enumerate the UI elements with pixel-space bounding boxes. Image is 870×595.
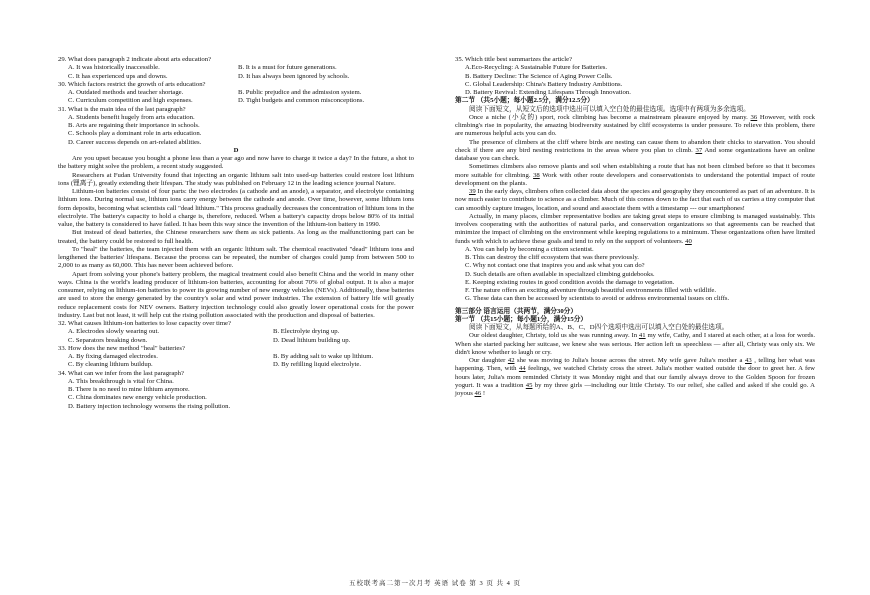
left-column [58, 56, 414, 411]
passage-paragraph: Sometimes climbers also remove plants and soil when establishing a route that has not been climbed before so that it becomes more suitable for climbing. 38 Work with other route developers and conservationists to understand the potential impact of route development on the plants. [455, 163, 815, 187]
blank-44: 44 [518, 365, 526, 373]
option-b: B. By adding salt to wake up lithium. [273, 353, 374, 360]
option-f: F. The nature offers an exciting adventure through beautiful environments filled with wildlife. [465, 287, 717, 294]
blank-37: 37 [695, 146, 703, 154]
question-30-options [68, 89, 414, 97]
blank-39: 39 [469, 188, 476, 195]
option-c: C. Why not contact one that inspires you and ask what you can do? [465, 262, 645, 270]
passage-paragraph: Apart from solving your phone's battery problem, the magical treatment could also benefit China and the world in many other ways. China is the world's leading producer of lithium-ion batteries, accounting for about 70% of global output. It is also a major consumer, relying on lithium-ion batteries to power its growing number of new energy vehicles (NEVs). Additionally, these batteries are used to store the energy generated by the country's solar and wind power industries. The extension of battery life will greatly reduce replacement costs for NEV owners. Battery injection technology could also greatly lower operational costs for the power industry. Last but not least, it will help cut the rising pollution associated with the production and disposal of batteries. [58, 270, 414, 319]
passage-paragraph: Our daughter 42 she was moving to Julia's house across the street. My wife gave Julia's mother a 43 , telling her what was happening. Then, with 44 feelings, we watched Christy cross the street. Julia's mother waited outside the door to greet her. A few hours later, Julia's mom reminded Christy it was Monday night and that our family always drove to the Golden Spoon for frozen yogurt. It was a tradition 45 by my three girls —including our little Christy. To our relief, she called and asked if she could go. A joyous 46 ! [455, 357, 815, 397]
blank-38: 38 [533, 171, 540, 179]
passage-paragraph: To "heal" the batteries, the team injected them with an organic lithium salt. The chemical reactivated "dead" lithium ions and lengthened the batteries' lifespans. Because the process can be repeated, the number of charges could jump from between 500 to 2,000 to as many as 60,000. This has never been achieved before. [58, 245, 414, 270]
option-d: D. It has always been ignored by schools. [238, 72, 350, 80]
option-a: A. You can help by becoming a citizen scientist. [465, 245, 594, 253]
page-footer: 五校联考高二第一次月考 英语 试卷 第 3 页 共 4 页 [349, 580, 521, 587]
option-d: D. Battery injection technology worsens the rising pollution. [68, 402, 231, 410]
passage-paragraph: Actually, in many places, climber representative bodies are taking great steps to ensure climbing is managed sustainably. This involves cooperating with the authorities of natural parks, and conservation organizations so that agreements can be reached that minimize the impact of climbing on the environment while keeping regulations to a minimum. These organizations often have limited funds with which to achieve these goals and tend to rely on the support of volunteers. 40 [455, 212, 815, 245]
question-33: 33. How does the new method "heal" batteries? [58, 344, 185, 352]
option-b: B. Battery Decline: The Science of Aging Power Cells. [465, 72, 613, 80]
question-32-options-2 [68, 337, 414, 345]
question-34: 34. What can we infer from the last paragraph? [58, 369, 184, 377]
question-31: 31. What is the main idea of the last paragraph? [58, 105, 186, 113]
option-b: B. Public prejudice and the admission system. [238, 89, 362, 96]
passage-label: D [233, 146, 239, 154]
part-3-title: 第三部分 语言运用（共两节，满分30分） [455, 307, 578, 315]
option-b: B. Arts are regaining their importance in schools. [68, 122, 200, 129]
option-c: C. Schools play a dominant role in arts education. [68, 130, 202, 138]
option-a: A. Students benefit hugely from arts education. [68, 113, 195, 121]
question-33-options [68, 353, 414, 361]
question-30-options-2 [68, 97, 414, 105]
option-c: C. Global Leadership: China's Battery Industry Ambitions. [465, 80, 623, 88]
question-30: 30. Which factors restrict the growth of arts education? [58, 80, 206, 88]
option-b: B. Electrolyte drying up. [273, 328, 340, 336]
blank-43: 43 [745, 357, 752, 364]
question-35: 35. Which title best summarizes the article? [455, 56, 573, 63]
option-d: D. By refilling liquid electrolyte. [273, 361, 362, 369]
passage-paragraph: Our oldest daughter, Christy, told us she was running away. In 41 my wife, Cathy, and I stared at each other, at a loss for words. When she started packing her suitcase, we knew she was serious. Her action left us speechless — after all, Christy was only six. We didn't know whether to laugh or cry. [455, 332, 815, 356]
option-b: B. This can destroy the cliff ecosystem that was there previously. [465, 254, 639, 261]
section-2-instructions: 阅读下面短文，从短文后的选项中选出可以填入空白处的最佳选项。选项中有两项为多余选项。 [469, 105, 750, 113]
option-e: E. Keeping existing routes in good condition avoids the damage to vegetation. [465, 278, 675, 286]
question-33-options-2 [68, 361, 414, 369]
blank-41: 41 [638, 332, 646, 340]
blank-42: 42 [507, 357, 515, 364]
option-b: B. It is a must for future generations. [238, 64, 337, 72]
option-b: B. There is no need to mine lithium anymore. [68, 386, 190, 393]
option-a: A. It was historically inaccessible. [68, 64, 160, 72]
option-c: C. By cleaning lithium buildup. [68, 361, 153, 369]
question-32: 32. What causes lithium-ion batteries to lose capacity over time? [58, 320, 231, 327]
passage-paragraph: The presence of climbers at the cliff where birds are nesting can cause them to abandon their chicks to starvation. You should check if there are any bird nesting restrictions in the areas where you plan to climb. 37 And some organizations have an online database you can check. [455, 138, 815, 162]
option-a: A. By fixing damaged electrodes. [68, 353, 158, 360]
section-2-title: 第二节 （共5小题；每小题2.5分，满分12.5分） [455, 97, 594, 105]
blank-45: 45 [525, 381, 533, 389]
blank-36: 36 [750, 113, 758, 121]
option-g: G. These data can then be accessed by scientists to avoid or address environmental issues on cliffs. [465, 295, 730, 303]
option-d: D. Dead lithium building up. [273, 336, 351, 344]
question-32-options [68, 328, 414, 336]
option-c: C. Curriculum competition and high expenses. [68, 97, 193, 105]
blank-46: 46 [474, 390, 482, 397]
option-c: C. It has experienced ups and downs. [68, 72, 168, 80]
blank-40: 40 [685, 237, 692, 245]
question-29-options-2 [68, 73, 414, 81]
option-d: D. Battery Revival: Extending Lifespans Through Innovation. [465, 89, 631, 96]
part-3-section-1-title: 第一节 （共15小题；每小题1分，满分15分） [455, 315, 588, 323]
passage-paragraph: Lithium-ion batteries consist of four parts: the two electrodes (a cathode and an anode), a separator, and electrolyte containing lithium ions. During normal use, lithium ions carry energy between the cathode and anode. Over time, however, some lithium ions form deposits, becoming what scientists call "dead lithium." This process gradually decreases the concentration of lithium ions in the electrolyte. The battery's capacity to hold a charge is, therefore, reduced. When a battery's capacity drops below 80% of its initial value, the battery is considered to have failed. It has been this way since the invention of the lithium-ion battery in 1990. [58, 188, 414, 228]
question-29: 29. What does paragraph 2 indicate about arts education? [58, 56, 212, 63]
option-a: A. Outdated methods and teacher shortage. [68, 89, 184, 96]
option-a: A. This breakthrough is vital for China. [68, 377, 174, 385]
option-c: C. China dominates new energy vehicle production. [68, 394, 207, 402]
right-column [455, 56, 815, 398]
part-3-instructions: 阅读下面短文，从每题所给的A、B、C、D四个选项中选出可以填入空白处的最佳选项。 [469, 324, 729, 331]
option-d: D. Such details are often available in specialized climbing guidebooks. [465, 270, 655, 278]
passage-paragraph: Are you upset because you bought a phone less than a year ago and now have to charge it twice a day? In the future, a shot to the battery might solve the problem, a recent study suggested. [58, 155, 414, 171]
passage-paragraph: Researchers at Fudan University found that injecting an organic lithium salt into used-up batteries could restore lost lithium ions (锂离子), greatly extending their lifespan. The study was published on February 12 in the leading science journal Nature. [58, 171, 414, 187]
option-c: C. Separators breaking down. [68, 336, 148, 344]
passage-paragraph: 39 In the early days, climbers often collected data about the species and geography they encountered as part of an adventure. It is now much easier to contribute to science as a climber. Much of this comes down to the fact that each of us carries a tiny computer that can smoothly capture images, location, and sound and associate them with a timestamp --- our smartphones! [455, 188, 815, 212]
passage-paragraph: But instead of dead batteries, the Chinese researchers saw them as sick patients. As long as the malfunctioning part can be treated, the battery could be restored to full health. [58, 229, 414, 245]
passage-paragraph: Once a niche (小众的) sport, rock climbing has become a mainstream pleasure enjoyed by many. 36 However, with rock climbing's rise in popularity, the amazing biodiversity sustained by cliff ecosystems is under pressure. To relieve this problem, there are numerous helpful acts you can do. [455, 113, 816, 138]
option-d: D. Tight budgets and common misconceptions. [238, 97, 365, 105]
option-d: D. Career success depends on art-related abilities. [68, 138, 202, 146]
question-29-options [68, 64, 414, 72]
option-a: A. Electrodes slowly wearing out. [68, 328, 160, 336]
option-a: A.Eco-Recycling: A Sustainable Future for Batteries. [465, 64, 608, 72]
